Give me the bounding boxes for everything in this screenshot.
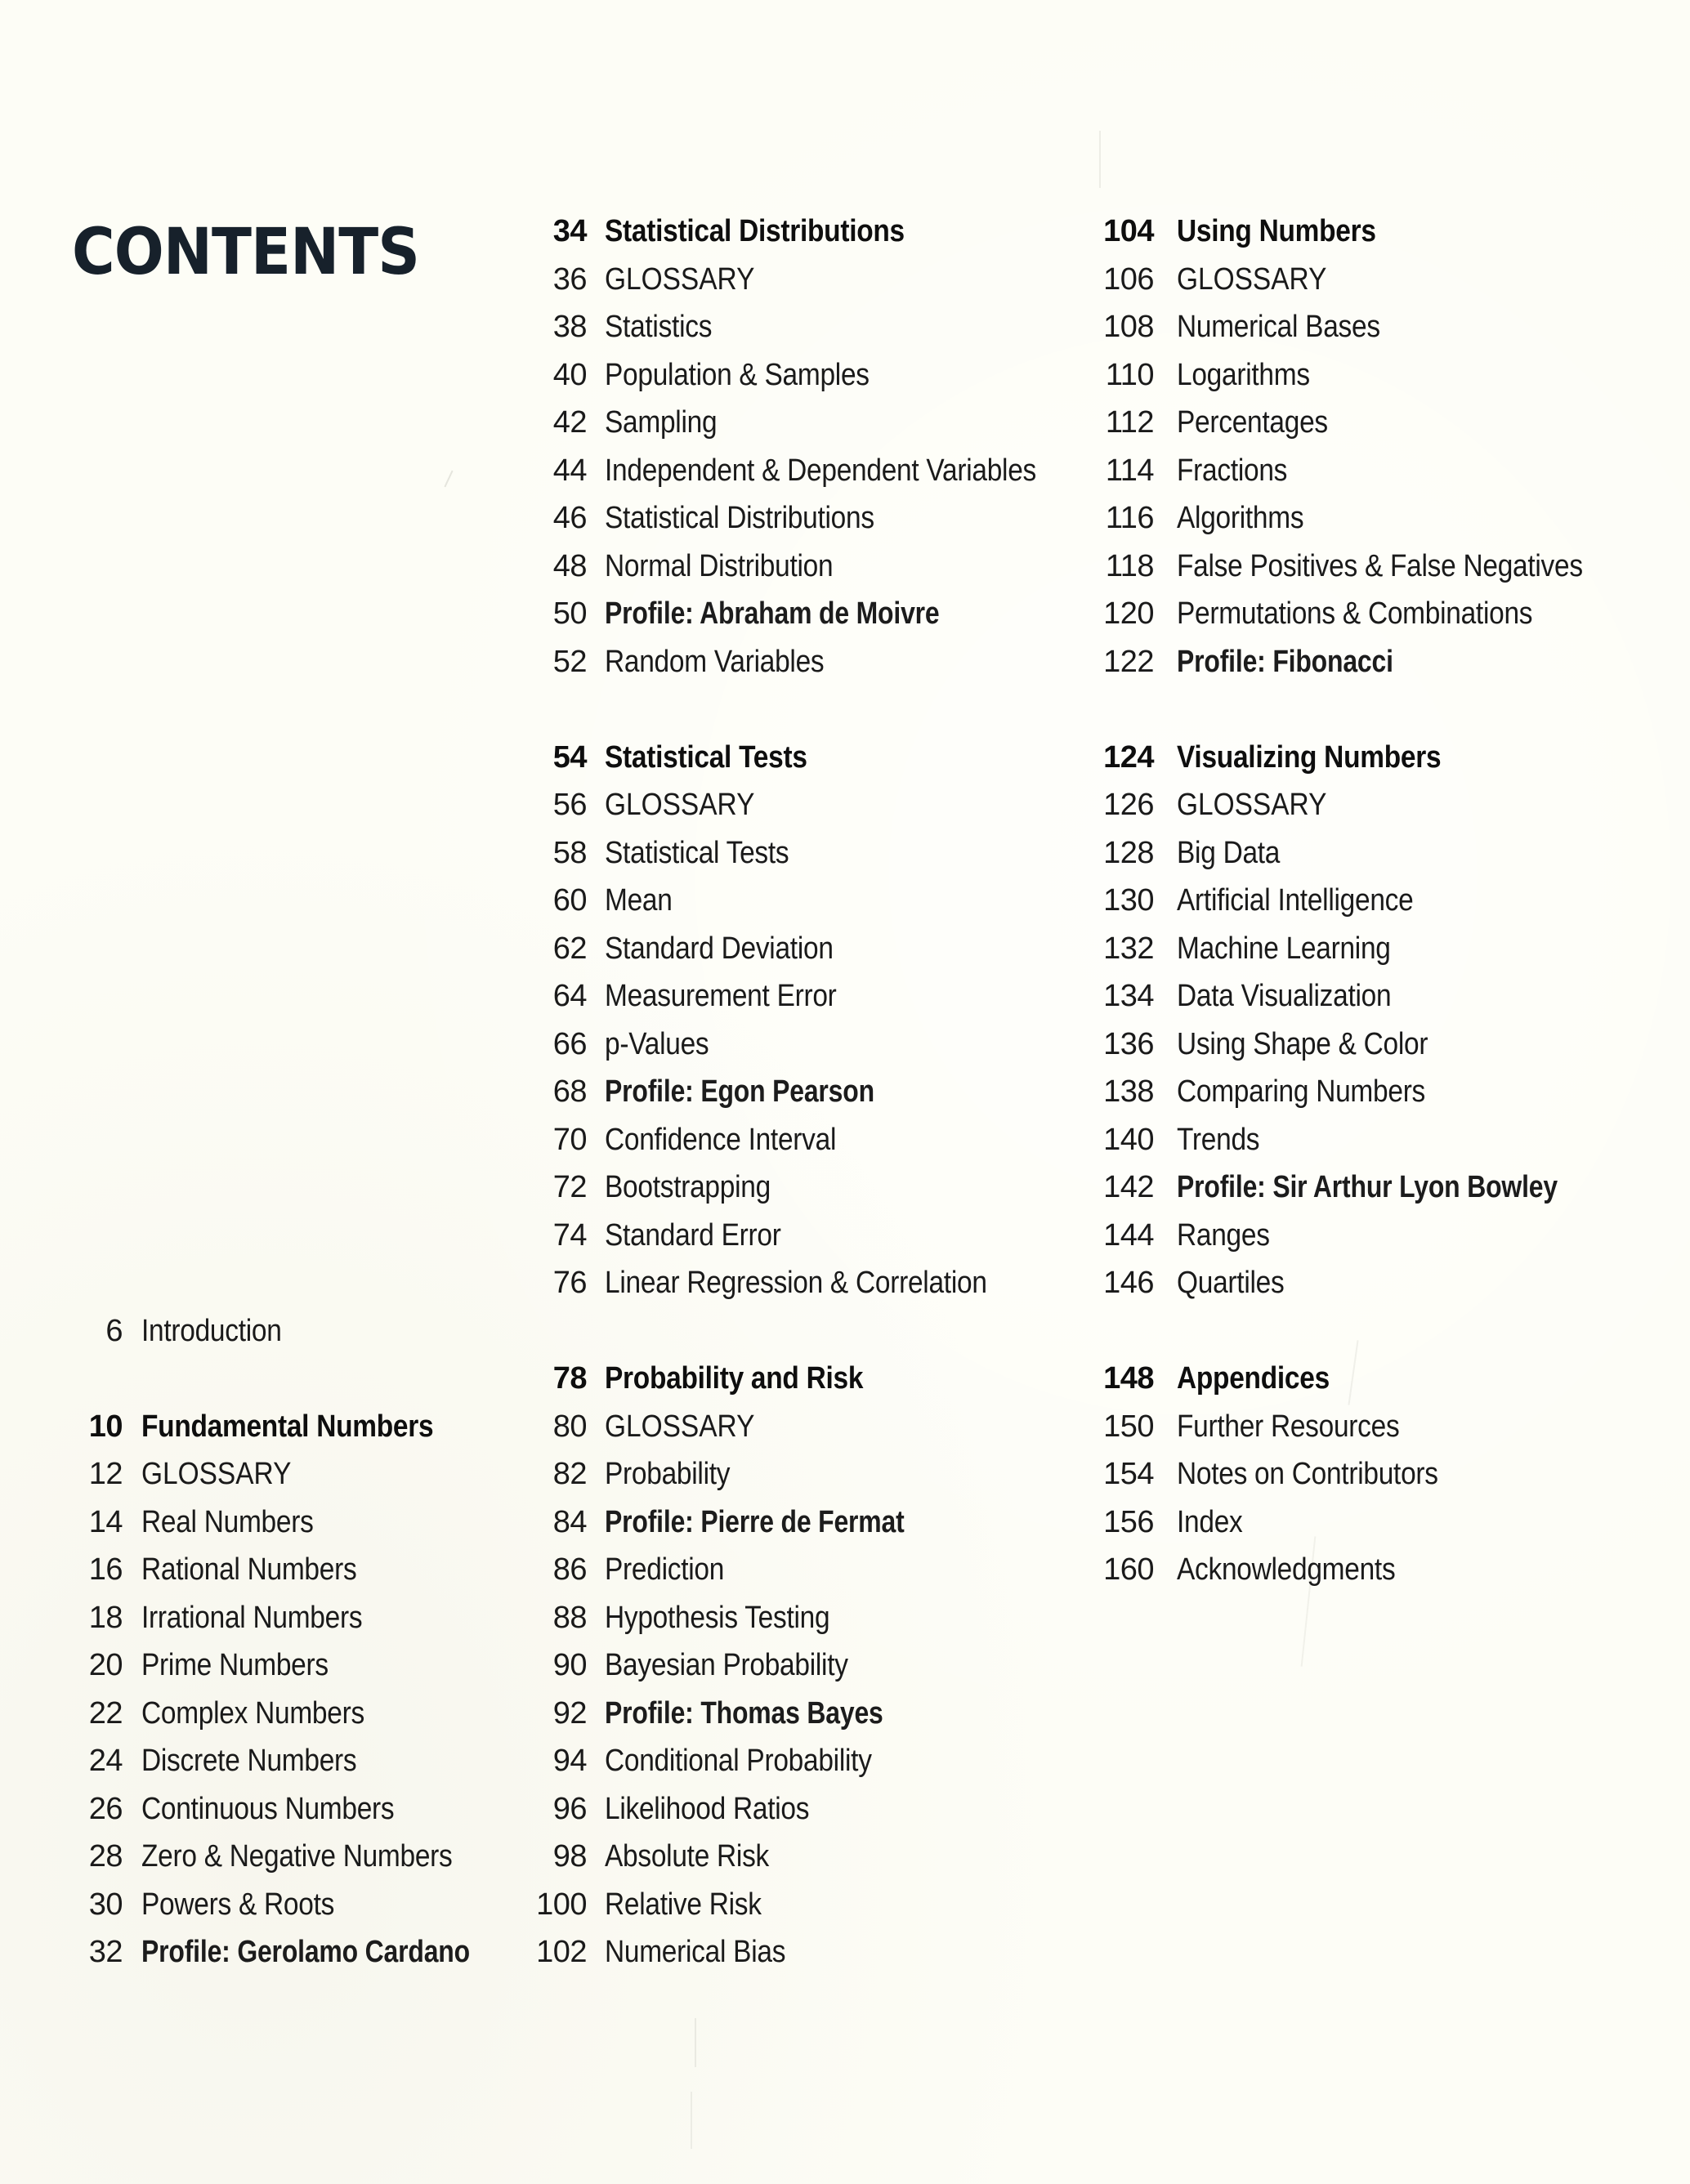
toc-page-number: 50: [552, 596, 587, 631]
toc-page-number: 102: [536, 1935, 587, 1969]
toc-page-number: 110: [1105, 357, 1154, 392]
toc-entry-title: Algorithms: [1177, 501, 1304, 535]
toc-entry-title: Complex Numbers: [141, 1695, 364, 1731]
toc-page-number: 30: [88, 1887, 123, 1922]
toc-profile-title: Profile: Thomas Bayes: [605, 1695, 883, 1731]
toc-page-number: 26: [88, 1791, 123, 1826]
toc-entry-title: GLOSSARY: [605, 788, 755, 822]
toc-page-number: 132: [1103, 931, 1154, 966]
toc-entry-title: Probability: [605, 1457, 731, 1491]
toc-page-number: 90: [552, 1648, 587, 1682]
toc-entry-title: p-Values: [605, 1026, 709, 1061]
toc-page-number: 78: [552, 1361, 587, 1396]
toc-page-number: 148: [1103, 1361, 1154, 1396]
scan-mark: [444, 471, 453, 488]
toc-page-number: 28: [88, 1839, 123, 1874]
toc-entry-title: Machine Learning: [1177, 931, 1391, 966]
toc-page-number: 36: [552, 261, 587, 297]
toc-entry-title: Independent & Dependent Variables: [605, 453, 1036, 488]
toc-entry-title: GLOSSARY: [141, 1457, 292, 1491]
toc-page-number: 138: [1103, 1074, 1154, 1109]
toc-entry-title: Prime Numbers: [141, 1648, 329, 1682]
toc-entry-title: GLOSSARY: [605, 1409, 755, 1444]
toc-page-number: 150: [1103, 1409, 1154, 1444]
toc-entry-title: Bootstrapping: [605, 1170, 771, 1204]
toc-entry-title: Introduction: [141, 1313, 282, 1348]
toc-entry-title: Using Shape & Color: [1177, 1026, 1428, 1061]
toc-entry-title: Data Visualization: [1177, 979, 1392, 1013]
toc-page-number: 54: [552, 739, 587, 775]
toc-entry-title: Statistical Distributions: [605, 501, 874, 535]
toc-page-number: 32: [88, 1935, 123, 1969]
toc-page-number: 60: [552, 883, 587, 918]
toc-entry-title: Statistics: [605, 310, 713, 344]
toc-entry-title: Ranges: [1177, 1217, 1270, 1253]
toc-entry-title: Numerical Bias: [605, 1935, 786, 1969]
toc-page-number: 98: [552, 1839, 587, 1874]
toc-page-number: 96: [552, 1791, 587, 1826]
toc-entry-title: Standard Error: [605, 1217, 781, 1253]
toc-page-number: 34: [552, 214, 587, 248]
toc-page-number: 136: [1103, 1026, 1154, 1061]
toc-page-number: 144: [1103, 1217, 1154, 1253]
toc-entry-title: GLOSSARY: [1177, 788, 1327, 822]
toc-entry-title: GLOSSARY: [605, 261, 755, 297]
toc-page-number: 154: [1103, 1457, 1154, 1491]
toc-profile-title: Profile: Abraham de Moivre: [605, 596, 940, 631]
toc-entry-title: Statistical Tests: [605, 835, 789, 870]
toc-entry-title: Discrete Numbers: [141, 1744, 357, 1778]
toc-page-number: 68: [552, 1074, 587, 1109]
toc-page-number: 84: [552, 1504, 587, 1539]
toc-page-number: 40: [552, 357, 587, 392]
toc-page-number: 82: [552, 1457, 587, 1491]
toc-section-title: Appendices: [1177, 1361, 1330, 1396]
toc-page-number: 142: [1103, 1170, 1154, 1204]
toc-page-number: 106: [1103, 261, 1154, 297]
toc-entry-title: Confidence Interval: [605, 1122, 837, 1157]
toc-entry-title: Rational Numbers: [141, 1552, 357, 1587]
toc-profile-title: Profile: Fibonacci: [1177, 644, 1393, 679]
toc-page-number: 124: [1103, 739, 1154, 775]
page-title: CONTENTS: [72, 216, 420, 290]
toc-entry-title: Linear Regression & Correlation: [605, 1266, 987, 1300]
toc-page-number: 42: [552, 405, 587, 440]
toc-entry-title: Big Data: [1177, 835, 1281, 870]
toc-page-number: 22: [88, 1695, 123, 1731]
toc-page-number: 72: [552, 1170, 587, 1204]
toc-entry-title: Permutations & Combinations: [1177, 596, 1533, 631]
toc-page-number: 160: [1103, 1552, 1154, 1587]
toc-entry-title: Relative Risk: [605, 1887, 762, 1922]
toc-page-number: 38: [552, 310, 587, 344]
toc-page-number: 92: [552, 1695, 587, 1731]
toc-entry-title: Trends: [1177, 1122, 1260, 1157]
toc-entry-title: Notes on Contributors: [1177, 1457, 1438, 1491]
toc-page-number: 156: [1103, 1504, 1154, 1539]
toc-entry-title: Powers & Roots: [141, 1887, 335, 1922]
toc-entry-title: Index: [1177, 1504, 1243, 1539]
toc-page-number: 116: [1105, 501, 1154, 535]
toc-profile-title: Profile: Egon Pearson: [605, 1074, 874, 1109]
toc-entry-title: Standard Deviation: [605, 931, 834, 966]
toc-entry-title: Population & Samples: [605, 357, 870, 392]
toc-page-number: 140: [1103, 1122, 1154, 1157]
toc-page-number: 48: [552, 548, 587, 583]
toc-page-number: 16: [88, 1552, 123, 1587]
toc-entry-title: Hypothesis Testing: [605, 1600, 830, 1635]
toc-section-title: Statistical Distributions: [605, 214, 905, 248]
toc-page-number: 122: [1103, 644, 1154, 679]
toc-page-number: 52: [552, 644, 587, 679]
toc-entry-title: Artificial Intelligence: [1177, 883, 1414, 918]
toc-entry-title: Conditional Probability: [605, 1744, 872, 1778]
toc-page-number: 104: [1103, 214, 1154, 248]
toc-page-number: 88: [552, 1600, 587, 1635]
toc-page-number: 58: [552, 835, 587, 870]
toc-page-number: 24: [88, 1744, 123, 1778]
toc-entry-title: Absolute Risk: [605, 1839, 770, 1874]
toc-page-number: 20: [88, 1648, 123, 1682]
toc-page-number: 74: [552, 1217, 587, 1253]
toc-page-number: 64: [552, 979, 587, 1013]
scan-mark: [1348, 1340, 1358, 1405]
toc-entry-title: Likelihood Ratios: [605, 1791, 810, 1826]
toc-page-number: 62: [552, 931, 587, 966]
toc-page-number: 66: [552, 1026, 587, 1061]
toc-entry-title: Prediction: [605, 1552, 725, 1587]
toc-page-number: 76: [552, 1266, 587, 1300]
toc-page-number: 100: [536, 1887, 587, 1922]
toc-entry-title: Percentages: [1177, 405, 1328, 440]
toc-page-number: 114: [1105, 453, 1154, 488]
toc-page-number: 120: [1103, 596, 1154, 631]
toc-section-title: Probability and Risk: [605, 1361, 864, 1396]
toc-page-number: 130: [1103, 883, 1154, 918]
toc-entry-title: Normal Distribution: [605, 548, 834, 583]
toc-page-number: 70: [552, 1122, 587, 1157]
toc-profile-title: Profile: Gerolamo Cardano: [141, 1935, 470, 1969]
toc-page-number: 134: [1103, 979, 1154, 1013]
toc-entry-title: False Positives & False Negatives: [1177, 548, 1583, 583]
toc-entry-title: Real Numbers: [141, 1504, 314, 1539]
toc-page-number: 94: [552, 1744, 587, 1778]
scan-mark: [1099, 131, 1101, 188]
toc-entry-title: Bayesian Probability: [605, 1648, 848, 1682]
toc-entry-title: Quartiles: [1177, 1266, 1285, 1300]
scan-mark: [695, 2018, 696, 2067]
toc-entry-title: Comparing Numbers: [1177, 1074, 1426, 1109]
toc-entry-title: Logarithms: [1177, 357, 1310, 392]
toc-profile-title: Profile: Sir Arthur Lyon Bowley: [1177, 1170, 1558, 1204]
toc-page-number: 12: [88, 1457, 123, 1491]
toc-section-title: Using Numbers: [1177, 214, 1376, 248]
toc-page-number: 18: [88, 1600, 123, 1635]
toc-page-number: 126: [1103, 788, 1154, 822]
toc-entry-title: Continuous Numbers: [141, 1791, 395, 1826]
toc-page-number: 86: [552, 1552, 587, 1587]
toc-page-number: 44: [552, 453, 587, 488]
toc-page-number: 56: [552, 788, 587, 822]
toc-page-number: 146: [1103, 1266, 1154, 1300]
toc-entry-title: Zero & Negative Numbers: [141, 1839, 453, 1874]
toc-page-number: 46: [552, 501, 587, 535]
toc-page-number: 118: [1105, 548, 1154, 583]
toc-page-number: 6: [105, 1313, 123, 1348]
toc-entry-title: Fractions: [1177, 453, 1288, 488]
toc-page-number: 14: [88, 1504, 123, 1539]
toc-entry-title: Mean: [605, 883, 673, 918]
toc-section-title: Visualizing Numbers: [1177, 739, 1442, 775]
toc-page-number: 128: [1103, 835, 1154, 870]
toc-profile-title: Profile: Pierre de Fermat: [605, 1504, 905, 1539]
toc-entry-title: Further Resources: [1177, 1409, 1400, 1444]
toc-entry-title: Random Variables: [605, 644, 825, 679]
toc-page-number: 108: [1103, 310, 1154, 344]
toc-page-number: 10: [88, 1409, 123, 1444]
toc-page-number: 80: [552, 1409, 587, 1444]
toc-entry-title: Numerical Bases: [1177, 310, 1380, 344]
toc-page-number: 112: [1105, 405, 1154, 440]
toc-entry-title: Irrational Numbers: [141, 1600, 363, 1635]
toc-section-title: Fundamental Numbers: [141, 1409, 434, 1444]
scan-mark: [691, 2092, 692, 2149]
toc-section-title: Statistical Tests: [605, 739, 807, 775]
toc-entry-title: GLOSSARY: [1177, 261, 1327, 297]
toc-entry-title: Sampling: [605, 405, 718, 440]
toc-entry-title: Measurement Error: [605, 979, 837, 1013]
toc-entry-title: Acknowledgments: [1177, 1552, 1396, 1587]
